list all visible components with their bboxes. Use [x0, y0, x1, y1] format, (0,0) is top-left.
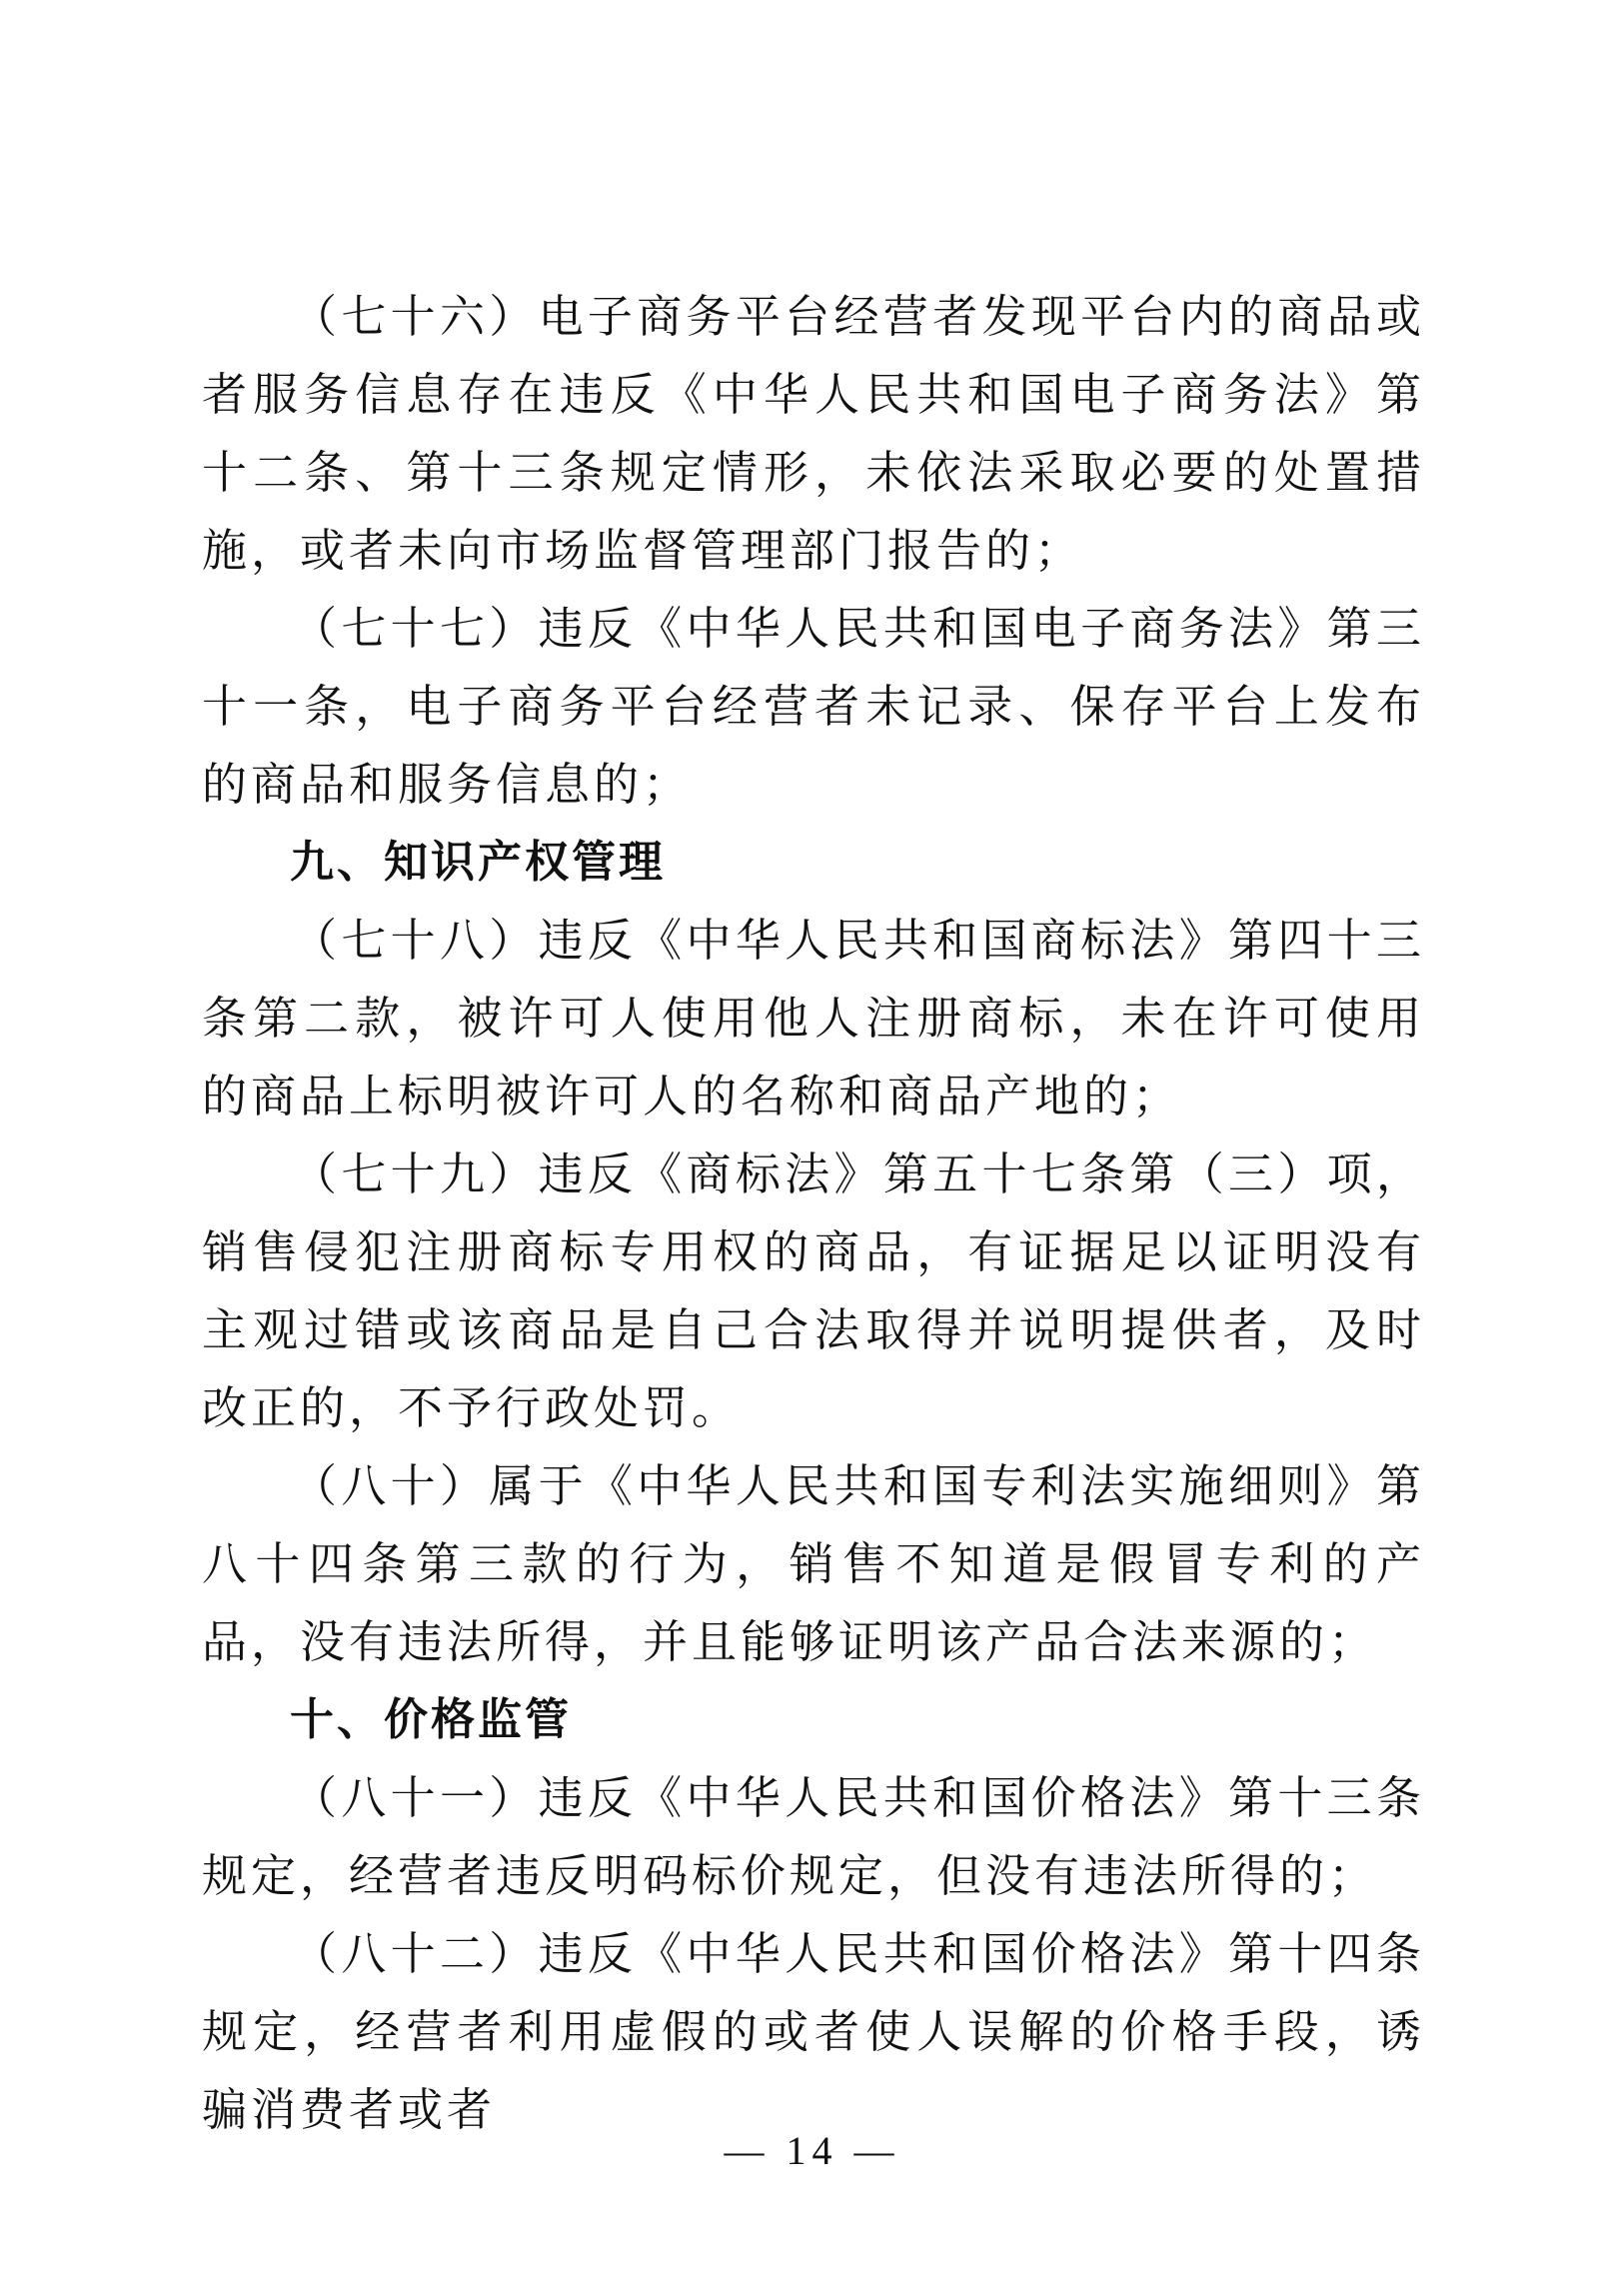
- paragraph-82: （八十二）违反《中华人民共和国价格法》第十四条规定，经营者利用虚假的或者使人误解的价格手段，诱骗消费者或者: [202, 1927, 1425, 2136]
- paragraph-77: （七十七）违反《中华人民共和国电子商务法》第三十一条，电子商务平台经营者未记录、保存平台上发布的商品和服务信息的；: [202, 602, 1425, 811]
- paragraph-79: （七十九）违反《商标法》第五十七条第（三）项，销售侵犯注册商标专用权的商品，有证据足以证明没有主观过错或该商品是自己合法取得并说明提供者，及时改正的，不予行政处罚。: [202, 1147, 1425, 1434]
- section-heading-price-supervision: 十、价格监管: [290, 1694, 572, 1745]
- page-number: — 14 —: [724, 2128, 900, 2173]
- paragraph-81: （八十一）违反《中华人民共和国价格法》第十三条规定，经营者违反明码标价规定，但没有违法所得的；: [202, 1771, 1425, 1902]
- document-body: [202, 278, 1425, 2149]
- section-heading-intellectual-property: 九、知识产权管理: [290, 837, 666, 888]
- paragraph-78: （七十八）违反《中华人民共和国商标法》第四十三条第二款，被许可人使用他人注册商标，未在许可使用的商品上标明被许可人的名称和商品产地的；: [202, 914, 1425, 1123]
- paragraph-76: （七十六）电子商务平台经营者发现平台内的商品或者服务信息存在违反《中华人民共和国电子商务法》第十二条、第十三条规定情形，未依法采取必要的处置措施，或者未向市场监督管理部门报告的；: [202, 290, 1425, 577]
- paragraph-80: （八十）属于《中华人民共和国专利法实施细则》第八十四条第三款的行为，销售不知道是假冒专利的产品，没有违法所得，并且能够证明该产品合法来源的；: [202, 1459, 1425, 1668]
